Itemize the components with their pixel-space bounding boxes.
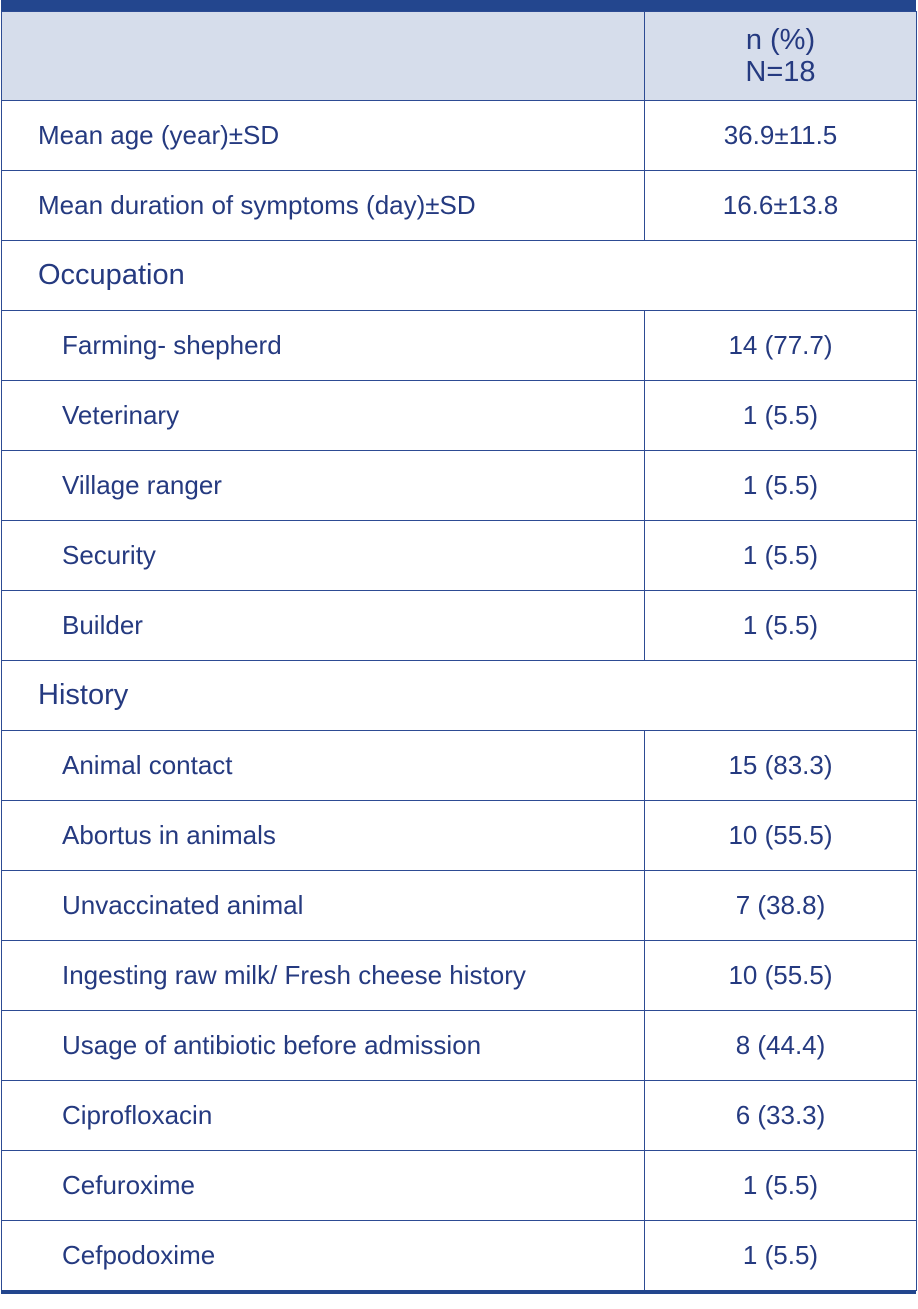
- row-value: 1 (5.5): [645, 1221, 917, 1291]
- bottom-rule: [1, 1290, 916, 1294]
- table-row: [2, 381, 917, 451]
- row-value: 10 (55.5): [645, 941, 917, 1011]
- section-title: Occupation: [2, 241, 917, 311]
- table-container: [1, 0, 916, 1294]
- row-label: Animal contact: [2, 731, 645, 801]
- row-label: Usage of antibiotic before admission: [2, 1011, 645, 1081]
- row-value: 1 (5.5): [645, 521, 917, 591]
- row-value: 8 (44.4): [645, 1011, 917, 1081]
- row-value: 1 (5.5): [645, 1151, 917, 1221]
- row-label: Cefpodoxime: [2, 1221, 645, 1291]
- row-value: 16.6±13.8: [645, 171, 917, 241]
- table-row: [2, 1081, 917, 1151]
- table-row: [2, 591, 917, 661]
- row-value: 10 (55.5): [645, 801, 917, 871]
- table-row: [2, 1221, 917, 1291]
- table-header-row: [2, 12, 917, 101]
- header-cell-n: [645, 12, 917, 101]
- row-label: Cefuroxime: [2, 1151, 645, 1221]
- row-value: 1 (5.5): [645, 381, 917, 451]
- row-value: 7 (38.8): [645, 871, 917, 941]
- table-row: [2, 941, 917, 1011]
- row-label: Village ranger: [2, 451, 645, 521]
- row-label: Unvaccinated animal: [2, 871, 645, 941]
- row-value: 15 (83.3): [645, 731, 917, 801]
- row-label: Ingesting raw milk/ Fresh cheese history: [2, 941, 645, 1011]
- row-label: Mean age (year)±SD: [2, 101, 645, 171]
- row-label: Abortus in animals: [2, 801, 645, 871]
- top-rule: [1, 0, 916, 11]
- row-label: Veterinary: [2, 381, 645, 451]
- table-row: [2, 451, 917, 521]
- row-label: Mean duration of symptoms (day)±SD: [2, 171, 645, 241]
- row-label: Farming- shepherd: [2, 311, 645, 381]
- row-value: 14 (77.7): [645, 311, 917, 381]
- table-row: [2, 731, 917, 801]
- table-row: [2, 871, 917, 941]
- row-value: 36.9±11.5: [645, 101, 917, 171]
- table-row: [2, 311, 917, 381]
- row-label: Ciprofloxacin: [2, 1081, 645, 1151]
- table-row: [2, 1011, 917, 1081]
- table-row: [2, 171, 917, 241]
- header-n-total: N=18: [745, 56, 816, 88]
- table-row: [2, 801, 917, 871]
- row-label: Builder: [2, 591, 645, 661]
- row-value: 1 (5.5): [645, 591, 917, 661]
- section-row-occupation: [2, 241, 917, 311]
- row-value: 1 (5.5): [645, 451, 917, 521]
- header-n-percent: n (%): [745, 24, 816, 56]
- table-row: [2, 101, 917, 171]
- section-title: History: [2, 661, 917, 731]
- row-value: 6 (33.3): [645, 1081, 917, 1151]
- row-label: Security: [2, 521, 645, 591]
- section-row-history: [2, 661, 917, 731]
- table-row: [2, 1151, 917, 1221]
- demographics-table: [1, 11, 917, 1291]
- table-row: [2, 521, 917, 591]
- header-cell-blank: [2, 12, 645, 101]
